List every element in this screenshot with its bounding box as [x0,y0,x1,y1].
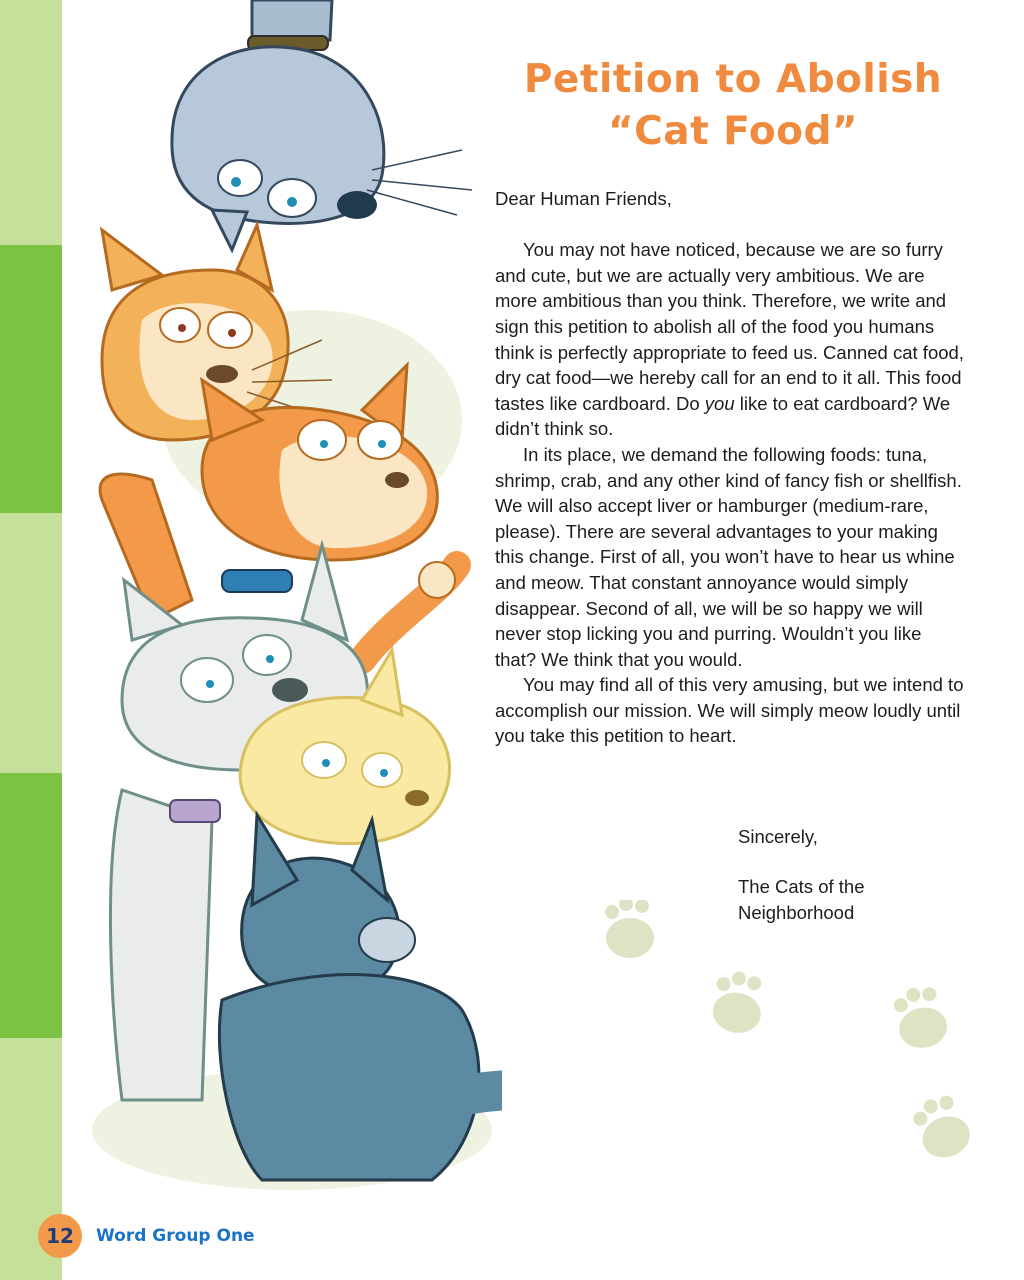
letter-signature: The Cats of the Neighborhood [738,876,865,923]
letter-paragraph-2: In its place, we demand the following foods: tuna, shrimp, crab, and any other kind of fancy fish or shellfish. We will also accept liver or hamburger (medium-rare, please). There are several advantages to your making this change. First of all, you won’t have to hear us whine and meow. That constant annoyance would simply disappear. Second of all, we will be so happy we will never stop licking you and purring. Wouldn’t you like that? We think that you would. [495,443,962,670]
margin-bar-light [0,513,62,773]
page-number-badge: 12 [38,1214,82,1258]
letter-paragraph-1: You may not have noticed, because we are so furry and cute, but we are actually very ambitious. We are more ambitious than you think. Therefore, we write and sign this petition to abolish all of the food you humans think is perfectly appropriate to feed us. Canned cat food, dry cat food—we hereby call for an end to it all. This food tastes like cardboard. Do you like to eat cardboard? We didn’t think so. [495,239,964,440]
emphasis-you: you [704,392,735,414]
section-label: Word Group One [96,1226,255,1246]
paw-prints-decoration [590,900,1024,1180]
margin-bar-light [0,0,62,245]
title-line-1: Petition to Abolish [523,57,943,102]
page-footer [38,1216,255,1256]
petition-letter [495,186,965,749]
letter-greeting: Dear Human Friends, [495,188,672,209]
margin-bar-dark [0,245,62,513]
margin-bar-dark [0,773,62,1038]
letter-paragraph-3: You may find all of this very amusing, but we intend to accomplish our mission. We will simply meow loudly until you take this petition to heart. [495,674,964,747]
title-line-2: “Cat Food” [608,109,858,154]
petition-title [488,54,978,158]
cat-blue-bottom [219,815,502,1180]
stacked-cats-illustration [62,0,502,1210]
cat-grey-top [172,0,472,250]
letter-closing: Sincerely, [738,826,818,847]
